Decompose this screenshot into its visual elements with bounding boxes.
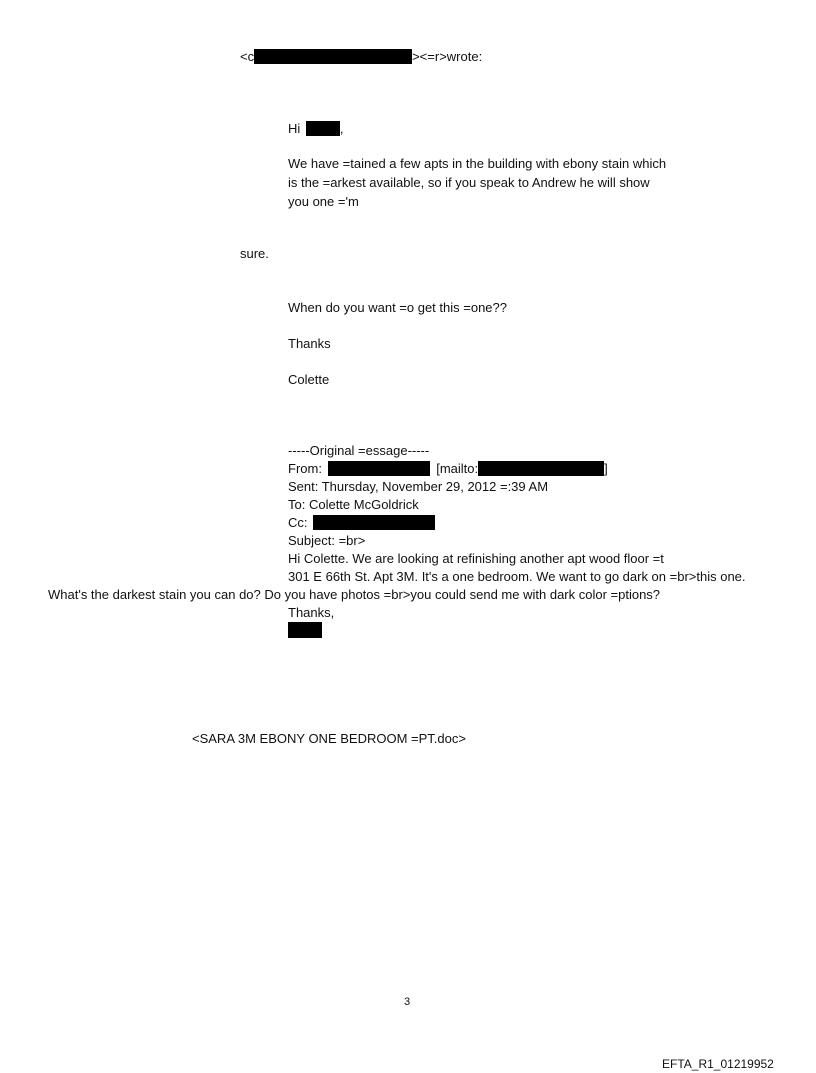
from-label: From: — [288, 461, 322, 476]
from-line — [288, 461, 608, 477]
redacted-block — [306, 121, 340, 136]
subject-line: Subject: =br> — [288, 533, 366, 548]
greeting-line — [288, 121, 344, 137]
original-body-line: Hi Colette. We are looking at refinishing another apt wood floor =t — [288, 551, 664, 566]
cc-label: Cc: — [288, 515, 308, 530]
sure-line: sure. — [240, 246, 269, 261]
redacted-block — [254, 49, 412, 64]
attachment-line: <SARA 3M EBONY ONE BEDROOM =PT.doc> — [192, 731, 466, 746]
sent-line: Sent: Thursday, November 29, 2012 =:39 AM — [288, 479, 549, 494]
question-line: When do you want =o get this =one?? — [288, 300, 507, 315]
wrote-header-line — [240, 49, 482, 65]
greeting-comma: , — [339, 121, 344, 136]
reply-body-line: you one ='m — [288, 194, 359, 209]
original-body-line: What's the darkest stain you can do? Do you have photos =br>you could send me with dark color =ptions? — [48, 587, 661, 602]
to-line: To: Colette McGoldrick — [288, 497, 419, 512]
original-body-line: 301 E 66th St. Apt 3M. It's a one bedroom. We want to go dark on =br>this one. — [288, 569, 746, 584]
reply-body-line: is the =arkest available, so if you speak to Andrew he will show — [288, 175, 650, 190]
mailto-label: [mailto: — [436, 461, 479, 476]
signature-line: Colette — [288, 372, 330, 387]
original-thanks-line: Thanks, — [288, 605, 335, 620]
redacted-block — [313, 515, 435, 530]
greeting-hi: Hi — [288, 121, 301, 136]
reply-body-line: We have =tained a few apts in the building with ebony stain which — [288, 156, 667, 171]
redacted-block — [328, 461, 430, 476]
document-id: EFTA_R1_01219952 — [662, 1057, 774, 1071]
mailto-close: ] — [604, 461, 608, 476]
cc-line — [288, 515, 435, 531]
page-number: 3 — [404, 996, 411, 1008]
thanks-line: Thanks — [288, 336, 331, 351]
wrote-suffix: ><=r>wrote: — [412, 49, 483, 64]
redacted-block — [478, 461, 604, 476]
original-separator: -----Original =essage----- — [288, 443, 430, 458]
wrote-prefix: <c — [240, 49, 255, 64]
redacted-block — [288, 622, 322, 638]
